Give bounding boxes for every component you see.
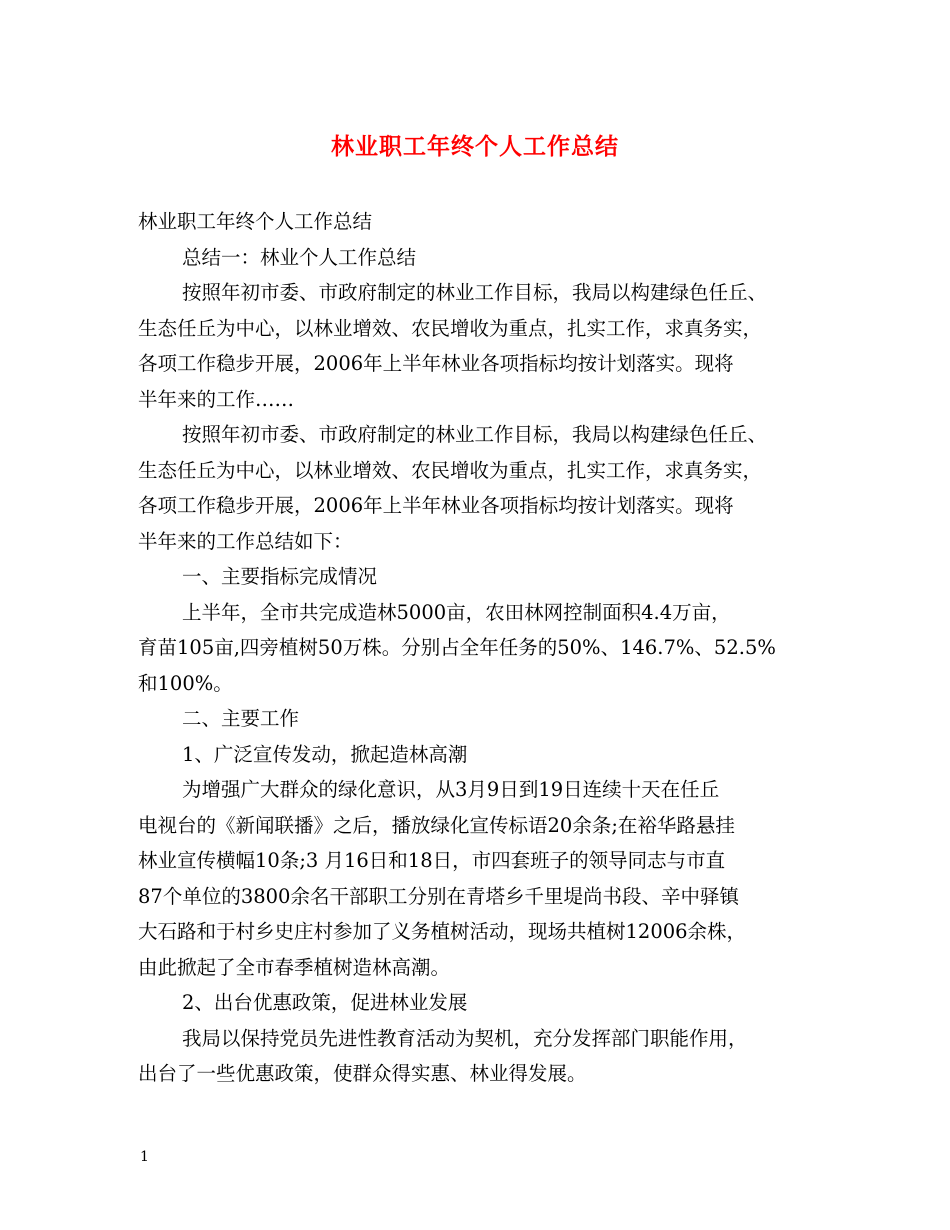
document-body bbox=[138, 204, 828, 1092]
text-line: 我局以保持党员先进性教育活动为契机，充分发挥部门职能作用， bbox=[182, 1026, 748, 1050]
text-line: 生态任丘为中心，以林业增效、农民增收为重点，扎实工作，求真务实， bbox=[138, 458, 763, 482]
text-line: 育苗105亩,四旁植树50万株。分别占全年任务的50%、146.7%、52.5% bbox=[138, 636, 776, 659]
text-line: 上半年，全市共完成造林5000亩，农田林网控制面积4.4万亩， bbox=[182, 600, 731, 624]
text-line: 各项工作稳步开展，2006年上半年林业各项指标均按计划落实。现将 bbox=[138, 494, 734, 517]
text-line: 电视台的《新闻联播》之后，播放绿化宣传标语20余条;在裕华路悬挂 bbox=[138, 813, 735, 837]
text-line: 按照年初市委、市政府制定的林业工作目标，我局以构建绿色任丘、 bbox=[182, 423, 768, 446]
text-line: 和100%。 bbox=[138, 671, 233, 695]
text-line: 半年来的工作总结如下： bbox=[138, 529, 353, 553]
text-line: 87个单位的3800余名干部职工分别在青塔乡千里堤尚书段、辛中驿镇 bbox=[138, 884, 739, 908]
text-line-subtitle: 林业职工年终个人工作总结 bbox=[138, 210, 373, 233]
text-line: 各项工作稳步开展，2006年上半年林业各项指标均按计划落实。现将 bbox=[138, 352, 734, 375]
document-title: 林业职工年终个人工作总结 bbox=[331, 134, 619, 160]
text-line-subheading: 2、出台优惠政策，促进林业发展 bbox=[182, 991, 468, 1014]
page-number: 1 bbox=[140, 1149, 149, 1165]
text-line: 林业宣传横幅10条;3 月16日和18日，市四套班子的领导同志与市直 bbox=[138, 849, 726, 872]
text-line: 半年来的工作…… bbox=[138, 387, 295, 411]
text-line-section-heading: 总结一：林业个人工作总结 bbox=[182, 245, 417, 269]
text-line: 为增强广大群众的绿化意识，从3月9日到19日连续十天在任丘 bbox=[182, 778, 720, 801]
text-line: 大石路和于村乡史庄村参加了义务植树活动，现场共植树12006余株， bbox=[138, 920, 747, 943]
text-line: 由此掀起了全市春季植树造林高潮。 bbox=[138, 955, 451, 979]
text-line: 按照年初市委、市政府制定的林业工作目标，我局以构建绿色任丘、 bbox=[182, 281, 768, 304]
text-line-section-heading: 二、主要工作 bbox=[182, 707, 300, 730]
text-line: 出台了一些优惠政策，使群众得实惠、林业得发展。 bbox=[138, 1062, 587, 1085]
text-line-section-heading: 一、主要指标完成情况 bbox=[182, 565, 378, 588]
text-line-subheading: 1、广泛宣传发动，掀起造林高潮 bbox=[182, 742, 468, 766]
text-line: 生态任丘为中心，以林业增效、农民增收为重点，扎实工作，求真务实， bbox=[138, 316, 763, 340]
